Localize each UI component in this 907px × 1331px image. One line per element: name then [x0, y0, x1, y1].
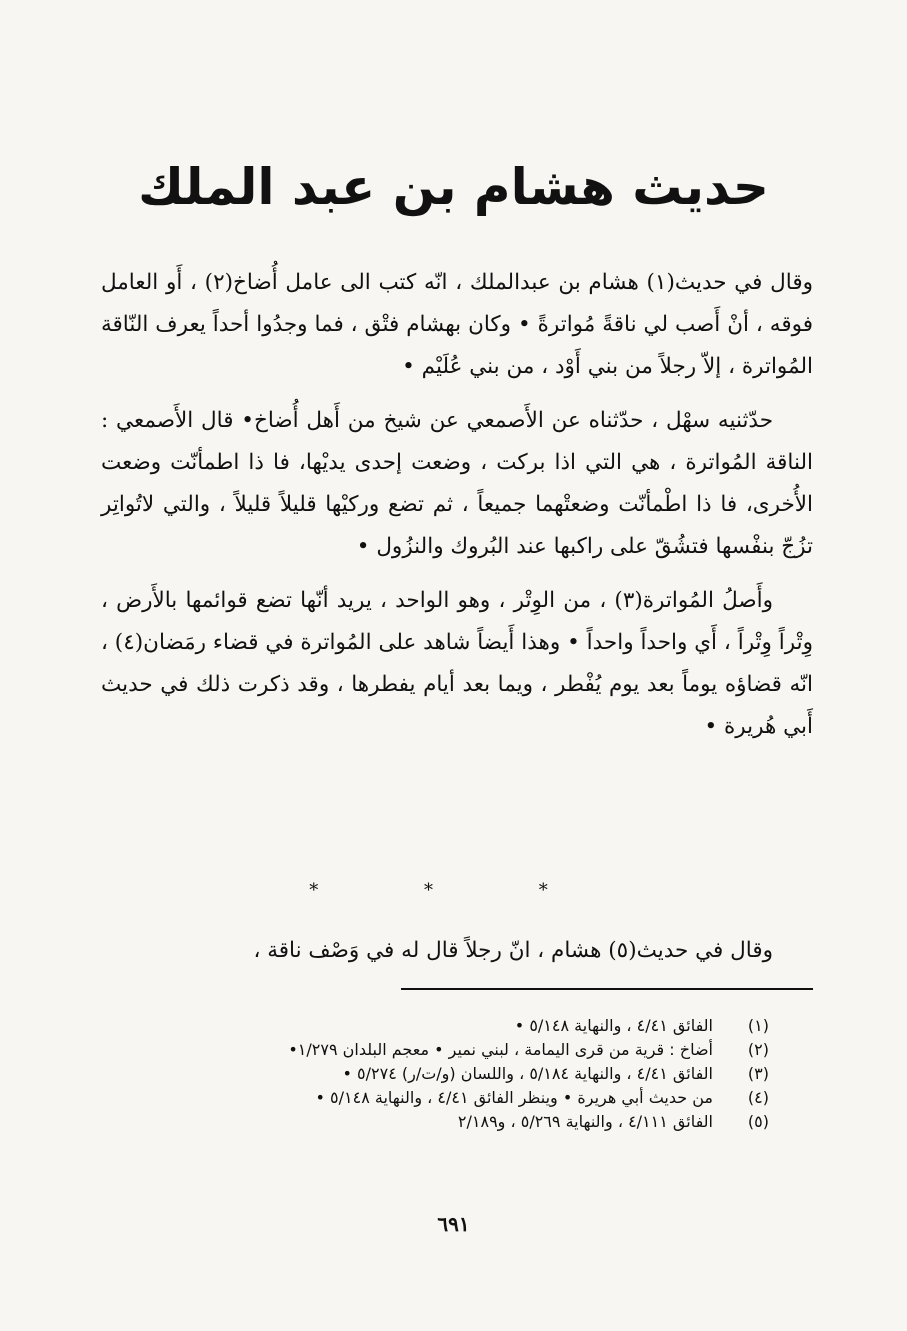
footnote — [109, 1086, 769, 1110]
footnotes — [109, 1014, 769, 1134]
paragraph-continued: وقال في حديث(٥) هشام ، انّ رجلاً قال له في وَصْف ناقة ، — [253, 938, 773, 963]
footnote-number: (٢) — [747, 1040, 769, 1059]
footnote — [109, 1062, 769, 1086]
chapter-title: حديث هشام بن عبد الملك — [138, 158, 769, 216]
page-number: ٦٩١ — [437, 1212, 470, 1236]
footnote-number: (٥) — [747, 1112, 769, 1131]
footnote-number: (١) — [747, 1016, 769, 1035]
footnote-text: الفائق ٤/٤١ ، والنهاية ٥/١٤٨ • — [514, 1016, 713, 1035]
footnote — [109, 1110, 769, 1134]
footnote-text: الفائق ٤/١١١ ، والنهاية ٥/٢٦٩ ، و٢/١٨٩ — [457, 1112, 713, 1131]
paragraph: وأَصلُ المُواترة(٣) ، من الوِتْر ، وهو الواحد ، يريد أنّها تضع قوائمها بالأَرض ، وِتْراً وِتْراً ، أَي واحداً واحداً • وهذا أَيضاً شاهد على المُواترة في قضاء رمَضان(٤) ، انّه قضاؤه يوماً بعد يوم يُفْطر ، ويما بعد أيام يفطرها ، وقد ذكرت ذلك في حديث أَبي هُريرة • — [101, 588, 813, 739]
footnote — [109, 1038, 769, 1062]
footnote-number: (٣) — [747, 1064, 769, 1083]
footnote-text: من حديث أبي هريرة • وينظر الفائق ٤/٤١ ، والنهاية ٥/١٤٨ • — [315, 1088, 713, 1107]
main-text — [101, 262, 813, 760]
footnote-separator — [401, 988, 813, 990]
footnote-text: أضاخ : قرية من قرى اليمامة ، لبني نمير • معجم البلدان ١/٢٧٩• — [288, 1040, 713, 1059]
section-divider-stars: * * * — [309, 880, 598, 901]
footnote-number: (٤) — [747, 1088, 769, 1107]
paragraph: وقال في حديث(١) هشام بن عبدالملك ، انّه كتب الى عامل أُضاخ(٢) ، أَو العامل فوقه ، أنْ أَصب لي ناقةً مُواترةً • وكان بهشام فتْق ، فما وجدُوا أحداً يعرف النّاقة المُواترة ، إلاّ رجلاً من بني أَوْد ، من بني عُلَيْم • — [101, 270, 813, 379]
footnote-text: الفائق ٤/٤١ ، والنهاية ٥/١٨٤ ، واللسان (و/ت/ر) ٥/٢٧٤ • — [342, 1064, 713, 1083]
footnote — [109, 1014, 769, 1038]
paragraph: حدّثنيه سهْل ، حدّثناه عن الأَصمعي عن شيخ من أَهل أُضاخ• قال الأَصمعي : الناقة المُواترة ، هي التي اذا بركت ، وضعت إحدى يديْها، فا ذا اطمأنّت وضعت الأُخرى، فا ذا اطْمأنّت وضعتْهما جميعاً ، ثم تضع وركيْها قليلاً قليلاً ، والتي لاتُواتِر تزُجّ بنفْسها فتشُقّ على راكبها عند البُروك والنزُول • — [101, 408, 813, 559]
